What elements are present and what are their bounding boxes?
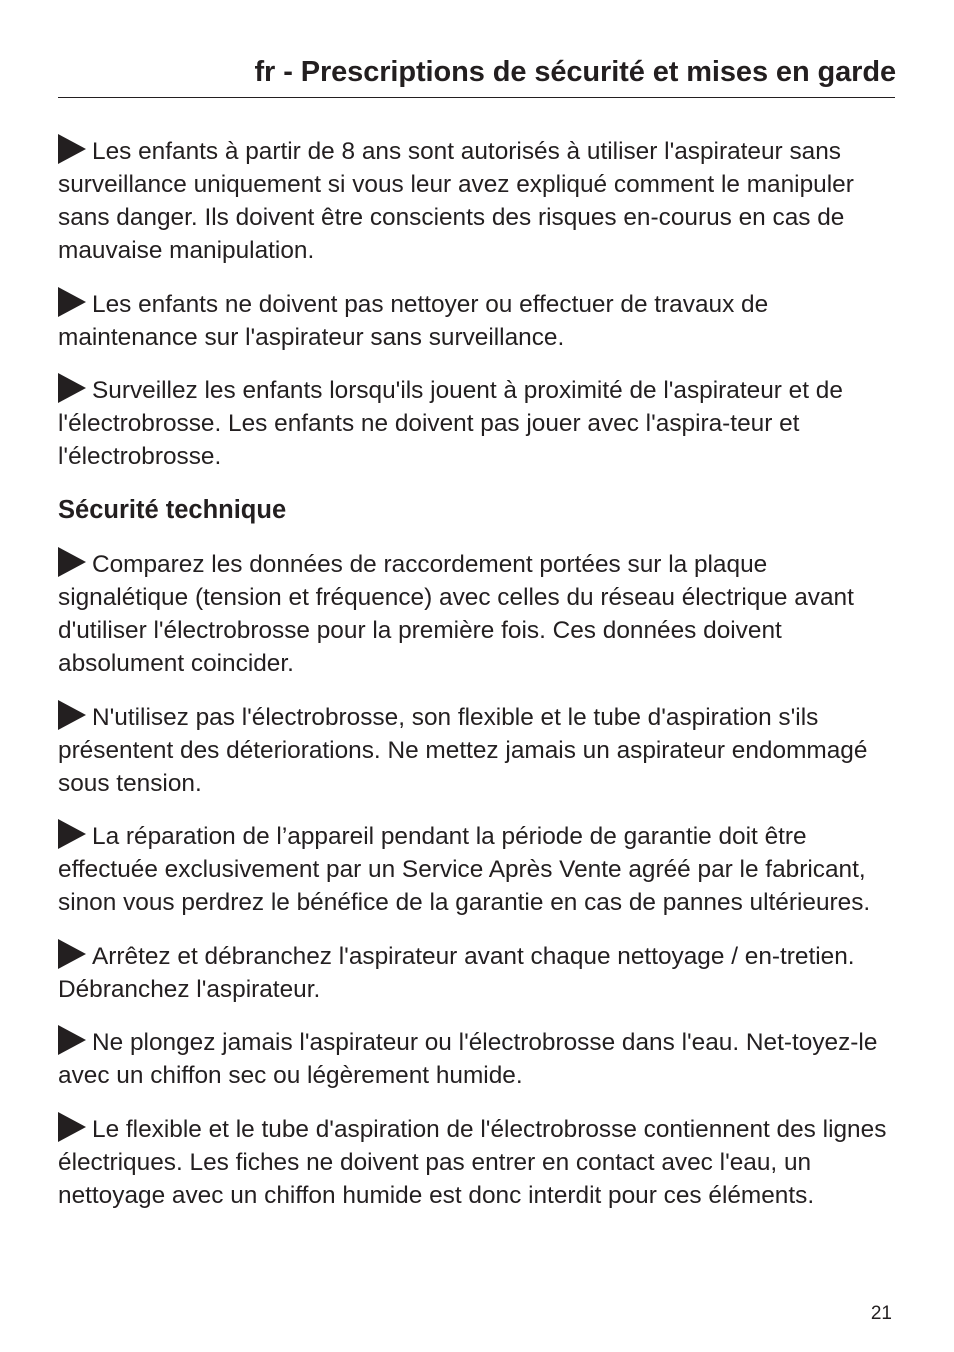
safety-paragraph bbox=[58, 1025, 898, 1092]
section-heading: Sécurité technique bbox=[58, 496, 287, 524]
paragraph-text: N'utilisez pas l'électrobrosse, son flexible et le tube d'aspiration s'ils présentent des déteriorations. Ne mettez jamais un aspirateur endommagé sous tension. bbox=[58, 703, 868, 797]
safety-paragraph bbox=[58, 819, 898, 919]
triangle-right-icon bbox=[58, 373, 86, 403]
paragraph-text: Ne plongez jamais l'aspirateur ou l'électrobrosse dans l'eau. Net-toyez-le avec un chiffon sec ou légèrement humide. bbox=[58, 1029, 878, 1089]
page-header-title: fr - Prescriptions de sécurité et mises en garde bbox=[254, 56, 896, 88]
paragraph-text: La réparation de l’appareil pendant la période de garantie doit être effectuée exclusivement par un Service Après Vente agréé par le fabricant, sinon vous perdrez le bénéfice de la garantie en cas de pannes ultérieures. bbox=[58, 823, 871, 916]
triangle-right-icon bbox=[58, 547, 86, 577]
safety-paragraph bbox=[58, 134, 898, 267]
triangle-right-icon bbox=[58, 134, 86, 164]
triangle-right-icon bbox=[58, 939, 86, 969]
page-number: 21 bbox=[870, 1303, 892, 1324]
safety-paragraph bbox=[58, 939, 898, 1006]
safety-paragraph bbox=[58, 700, 898, 800]
safety-paragraph bbox=[58, 373, 898, 473]
page-content bbox=[58, 134, 898, 1231]
triangle-right-icon bbox=[58, 700, 86, 730]
triangle-right-icon bbox=[58, 1025, 86, 1055]
safety-paragraph bbox=[58, 547, 898, 680]
paragraph-text: Les enfants ne doivent pas nettoyer ou effectuer de travaux de maintenance sur l'aspirateur sans surveillance. bbox=[58, 290, 769, 351]
paragraph-text: Comparez les données de raccordement portées sur la plaque signalétique (tension et fréquence) avec celles du réseau électrique avant d'utiliser l'électrobrosse pour la première fois. Ces données doivent absolument coincider. bbox=[58, 551, 854, 677]
paragraph-text: Surveillez les enfants lorsqu'ils jouent à proximité de l'aspirateur et de l'électrobrosse. Les enfants ne doivent pas jouer avec l'aspira-teur et l'électrobrosse. bbox=[58, 377, 843, 470]
triangle-right-icon bbox=[58, 287, 86, 317]
safety-paragraph bbox=[58, 1112, 898, 1212]
paragraph-text: Arrêtez et débranchez l'aspirateur avant chaque nettoyage / en-tretien. Débranchez l'aspirateur. bbox=[58, 942, 855, 1003]
triangle-right-icon bbox=[58, 819, 86, 849]
header-divider bbox=[58, 97, 895, 98]
paragraph-text: Les enfants à partir de 8 ans sont autorisés à utiliser l'aspirateur sans surveillance uniquement si vous leur avez expliqué comment le manipuler sans danger. Ils doivent être conscients des risques en-courus en cas de mauvaise manipulation. bbox=[58, 138, 854, 264]
paragraph-text: Le flexible et le tube d'aspiration de l'électrobrosse contiennent des lignes électriques. Les fiches ne doivent pas entrer en contact avec l'eau, un nettoyage avec un chiffon humide est donc interdit pour ces éléments. bbox=[58, 1115, 887, 1209]
safety-paragraph bbox=[58, 287, 898, 354]
triangle-right-icon bbox=[58, 1112, 86, 1142]
